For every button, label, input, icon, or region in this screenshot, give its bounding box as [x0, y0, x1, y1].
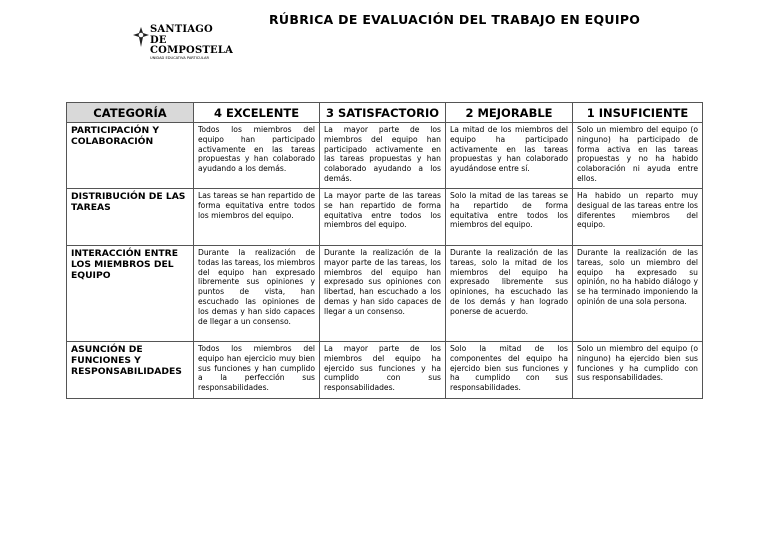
category-cell: ASUNCIÓN DE FUNCIONES Y RESPONSABILIDADES: [67, 342, 194, 399]
criterion-cell: Ha habido un reparto muy desigual de las tareas entre los diferentes miembros del equipo.: [573, 189, 703, 246]
table-row: [67, 342, 703, 399]
header-row: [67, 103, 703, 123]
rubric-table: [66, 102, 703, 399]
criterion-cell: La mayor parte de los miembros del equipo han participado activamente en las tareas propuestas y han colaborado ayudando a los demás.: [320, 123, 446, 189]
criterion-cell: La mayor parte de las tareas se han repartido de forma equitativa entre todos los miembros del equipo.: [320, 189, 446, 246]
criterion-cell: Solo un miembro del equipo (o ninguno) ha participado de forma activa en las tareas propuestas y no ha habido colaboración ni ayuda entre ellos.: [573, 123, 703, 189]
category-cell: PARTICIPACIÓN Y COLABORACIÓN: [67, 123, 194, 189]
criterion-cell: Solo la mitad de los componentes del equipo ha ejercido bien sus funciones y ha cumplido con sus responsabilidades.: [446, 342, 573, 399]
table-row: [67, 246, 703, 342]
criterion-cell: Durante la realización de las tareas, solo un miembro del equipo ha expresado su opinión, no ha habido diálogo y se ha terminado imponiendo la opinión de una sola persona.: [573, 246, 703, 342]
criterion-cell: La mitad de los miembros del equipo ha participado activamente en las tareas propuestas y han colaborado ayudándose entre sí.: [446, 123, 573, 189]
criterion-cell: Solo un miembro del equipo (o ninguno) ha ejercido bien sus funciones y ha cumplido con sus responsabilidades.: [573, 342, 703, 399]
criterion-cell: Las tareas se han repartido de forma equitativa entre todos los miembros del equipo.: [194, 189, 320, 246]
school-logo: [132, 24, 234, 60]
criterion-cell: Durante la realización de las tareas, solo la mitad de los miembros del equipo ha expresado libremente sus opiniones, ha escuchado las de los demás y han logrado ponerse de acuerdo.: [446, 246, 573, 342]
header-insuficiente: 1 INSUFICIENTE: [573, 103, 703, 123]
page-title: RÚBRICA DE EVALUACIÓN DEL TRABAJO EN EQUIPO: [269, 12, 641, 27]
header-satisfactorio: 3 SATISFACTORIO: [320, 103, 446, 123]
category-cell: DISTRIBUCIÓN DE LAS TAREAS: [67, 189, 194, 246]
logo-line-2: COMPOSTELA: [150, 45, 234, 56]
table-row: [67, 123, 703, 189]
logo-line-3: UNIDAD EDUCATIVA PARTICULAR: [150, 56, 209, 60]
logo-line-1: SANTIAGO DE: [150, 24, 213, 46]
criterion-cell: Durante la realización de todas las tareas, los miembros del equipo han expresado libremente sus opiniones y puntos de vista, han escuchado las opiniones de los demas y han sido capaces de llegar a un consenso.: [194, 246, 320, 342]
criterion-cell: La mayor parte de los miembros del equipo ha ejercido sus funciones y ha cumplido con sus responsabilidades.: [320, 342, 446, 399]
category-cell: INTERACCIÓN ENTRE LOS MIEMBROS DEL EQUIPO: [67, 246, 194, 342]
criterion-cell: Durante la realización de la mayor parte de las tareas, los miembros del equipo han expresado sus opiniones con libertad, han escuchado a los demas y han sido capaces de llegar a un consenso.: [320, 246, 446, 342]
criterion-cell: Solo la mitad de las tareas se ha repartido de forma equitativa entre todos los miembros del equipo.: [446, 189, 573, 246]
header-excelente: 4 EXCELENTE: [194, 103, 320, 123]
criterion-cell: Todos los miembros del equipo han participado activamente en las tareas propuestas y han colaborado ayudando a los demás.: [194, 123, 320, 189]
header-mejorable: 2 MEJORABLE: [446, 103, 573, 123]
table-row: [67, 189, 703, 246]
criterion-cell: Todos los miembros del equipo han ejercicio muy bien sus funciones y han cumplido a la perfección sus responsabilidades.: [194, 342, 320, 399]
santiago-cross-icon: [132, 26, 150, 48]
header-category: CATEGORÍA: [67, 103, 194, 123]
